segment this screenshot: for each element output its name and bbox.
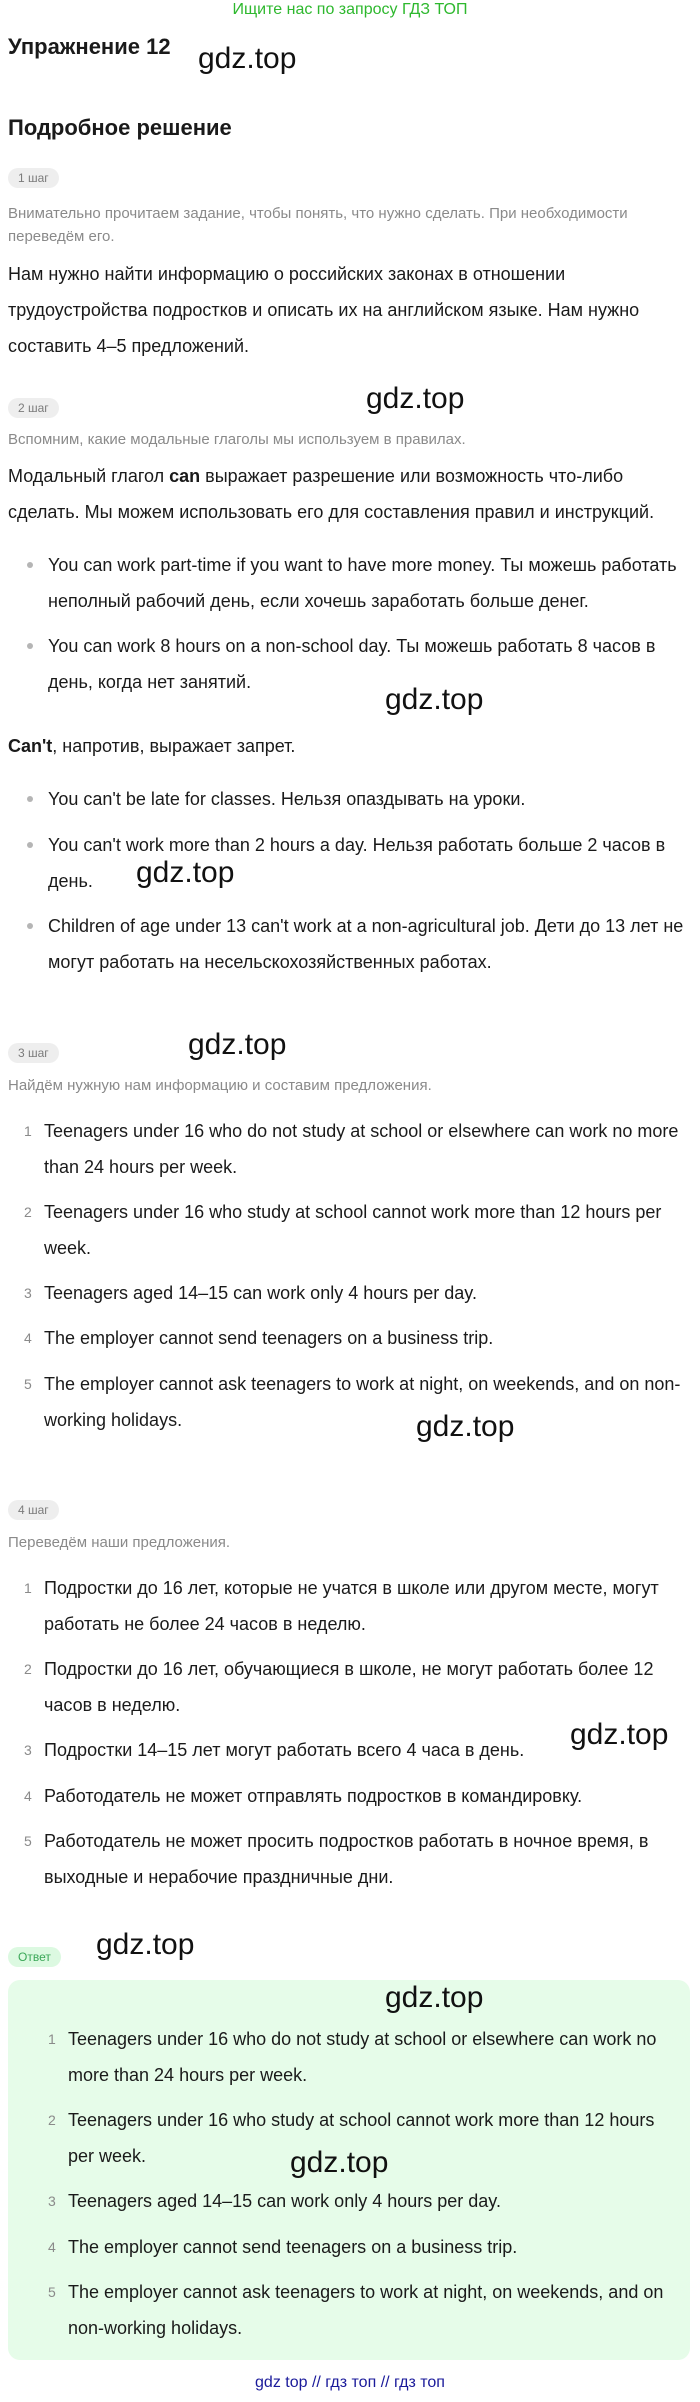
- watermark: gdz.top: [188, 1028, 287, 1061]
- answer-item: 2 Teenagers under 16 who study at school cannot work more than 12 hours per week.: [48, 2110, 655, 2166]
- list-item: 4 The employer cannot send teenagers on a business trip.: [24, 1328, 494, 1348]
- answer-badge: Ответ: [8, 1947, 61, 1967]
- answer-item: 5 The employer cannot ask teenagers to work at night, on weekends, and on non-working holidays.: [48, 2282, 664, 2338]
- step-badge: 4 шаг: [8, 1500, 59, 1520]
- search-banner[interactable]: Ищите нас по запросу ГДЗ ТОП: [232, 1, 468, 18]
- list-item: 5 Работодатель не может просить подростков работать в ночное время, в выходные и нерабочие праздничные дни.: [24, 1831, 649, 1887]
- watermark: gdz.top: [198, 42, 297, 75]
- step-badge: 3 шаг: [8, 1043, 59, 1063]
- bullet-icon: [27, 643, 33, 649]
- answer-item: 4 The employer cannot send teenagers on a business trip.: [48, 2237, 518, 2257]
- list-item: 1 Teenagers under 16 who do not study at school or elsewhere can work no more than 24 hours per week.: [24, 1121, 679, 1177]
- list-item: You can work part-time if you want to have more money. Ты можешь работать неполный рабочий день, если хочешь заработать больше денег.: [48, 547, 688, 619]
- watermark: gdz.top: [366, 382, 465, 415]
- list-item: 2 Подростки до 16 лет, обучающиеся в школе, не могут работать более 12 часов в неделю.: [24, 1659, 654, 1715]
- list-item: 1 Подростки до 16 лет, которые не учатся в школе или другом месте, могут работать не более 24 часов в неделю.: [24, 1578, 659, 1634]
- watermark: gdz.top: [136, 856, 235, 889]
- bullet-icon: [27, 562, 33, 568]
- watermark: gdz.top: [96, 1928, 195, 1961]
- cant-word: Can't: [8, 736, 53, 756]
- footer-links[interactable]: gdz top // гдз топ // гдз топ: [255, 2374, 445, 2391]
- bullet-icon: [27, 923, 33, 929]
- list-item: You can work 8 hours on a non-school day. Ты можешь работать 8 часов в день, когда нет занятий.: [48, 628, 688, 700]
- can-rule: Модальный глагол can выражает разрешение или возможность что-либо сделать. Мы можем использовать его для составления правил и инструкций.: [8, 466, 655, 522]
- step-text: Нам нужно найти информацию о российских законах в отношении трудоустройства подростков и описать их на английском языке. Нам нужно составить 4–5 предложений.: [8, 264, 640, 356]
- cant-rule: Can't, напротив, выражает запрет.: [8, 736, 296, 756]
- answer-item: 3 Teenagers aged 14–15 can work only 4 hours per day.: [48, 2191, 501, 2211]
- list-item: 4 Работодатель не может отправлять подростков в командировку.: [24, 1786, 583, 1806]
- watermark: gdz.top: [385, 683, 484, 716]
- step-badge: 2 шаг: [8, 398, 59, 418]
- watermark: gdz.top: [416, 1410, 515, 1443]
- can-word: can: [169, 466, 201, 486]
- watermark: gdz.top: [570, 1718, 669, 1751]
- step-hint: Внимательно прочитаем задание, чтобы понять, что нужно сделать. При необходимости переведём его.: [8, 205, 628, 245]
- bullet-icon: [27, 842, 33, 848]
- list-item: 3 Teenagers aged 14–15 can work only 4 hours per day.: [24, 1283, 477, 1303]
- watermark: gdz.top: [385, 1981, 484, 2014]
- step-hint: Найдём нужную нам информацию и составим предложения.: [8, 1077, 432, 1094]
- page-title: Упражнение 12: [8, 34, 171, 59]
- section-title: Подробное решение: [8, 115, 232, 140]
- list-item: Children of age under 13 can't work at a non-agricultural job. Дети до 13 лет не могут работать на несельскохозяйственных работах.: [48, 908, 688, 980]
- list-item: You can't be late for classes. Нельзя опаздывать на уроки.: [48, 781, 688, 817]
- list-item: 3 Подростки 14–15 лет могут работать всего 4 часа в день.: [24, 1740, 525, 1760]
- list-item: 2 Teenagers under 16 who study at school cannot work more than 12 hours per week.: [24, 1202, 662, 1258]
- step-badge: 1 шаг: [8, 168, 59, 188]
- bullet-icon: [27, 796, 33, 802]
- list-item: You can't work more than 2 hours a day. Нельзя работать больше 2 часов в день.: [48, 827, 688, 899]
- watermark: gdz.top: [290, 2146, 389, 2179]
- list-item: 5 The employer cannot ask teenagers to work at night, on weekends, and on non-working holidays.: [24, 1374, 681, 1430]
- step-hint: Переведём наши предложения.: [8, 1534, 231, 1551]
- answer-item: 1 Teenagers under 16 who do not study at school or elsewhere can work no more than 24 hours per week.: [48, 2029, 657, 2085]
- step-hint: Вспомним, какие модальные глаголы мы используем в правилах.: [8, 431, 466, 448]
